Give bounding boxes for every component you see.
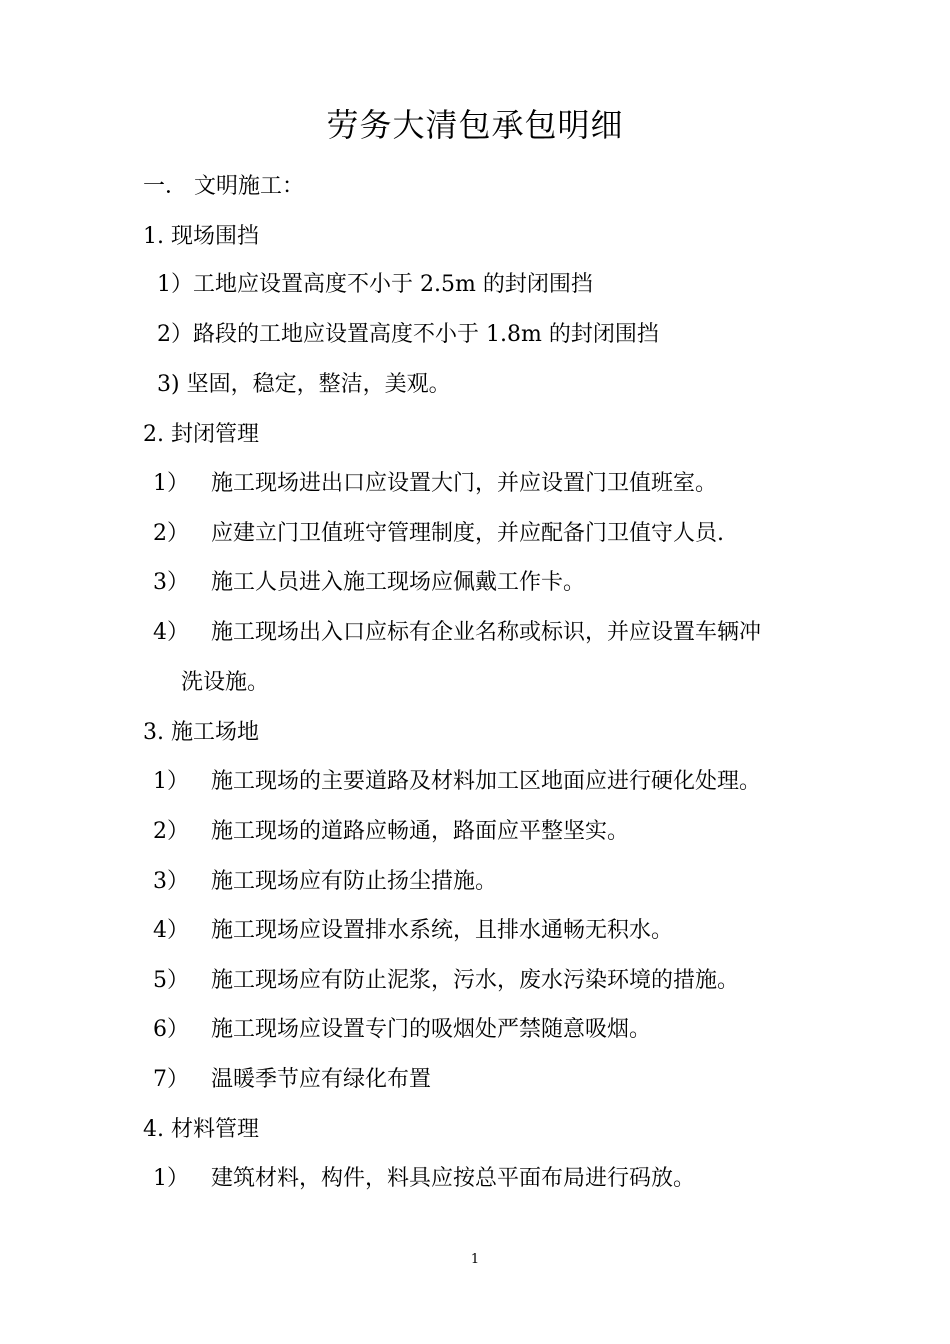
list-item-number: 1） (153, 1166, 189, 1191)
list-item-text: 应建立门卫值班守管理制度，并应配备门卫值守人员. (211, 521, 724, 546)
page-number: 1 (470, 1252, 480, 1267)
list-item-text: 施工现场出入口应标有企业名称或标识，并应设置车辆冲 (211, 620, 762, 645)
list-item: 3) 坚固，稳定，整洁，美观。 (157, 372, 451, 397)
section-heading: 一． 文明施工： (143, 174, 304, 199)
list-item-continuation: 洗设施。 (181, 670, 270, 695)
list-item-number: 4） (153, 918, 189, 943)
subsection-title: 1. 现场围挡 (143, 224, 259, 249)
list-item-text: 施工现场应有防止泥浆，污水，废水污染环境的措施。 (211, 968, 740, 993)
list-item-number: 5） (153, 968, 189, 993)
list-item-text: 施工现场应有防止扬尘措施。 (211, 869, 498, 894)
list-item-number: 6） (153, 1017, 189, 1042)
list-item-number: 4） (153, 620, 189, 645)
list-item-text: 施工人员进入施工现场应佩戴工作卡。 (211, 570, 586, 595)
subsection-title: 4. 材料管理 (143, 1117, 259, 1142)
list-item-text: 施工现场进出口应设置大门，并应设置门卫值班室。 (211, 471, 718, 496)
list-item-text: 建筑材料，构件，料具应按总平面布局进行码放。 (211, 1166, 696, 1191)
list-item-text: 施工现场应设置专门的吸烟处严禁随意吸烟。 (211, 1017, 652, 1042)
list-item: 2）路段的工地应设置高度不小于 1.8m 的封闭围挡 (157, 322, 659, 347)
list-item-text: 施工现场的主要道路及材料加工区地面应进行硬化处理。 (211, 769, 762, 794)
list-item-number: 2） (153, 521, 189, 546)
list-item-text: 施工现场的道路应畅通，路面应平整坚实。 (211, 819, 630, 844)
list-item-number: 3） (153, 869, 189, 894)
list-item-number: 7） (153, 1067, 189, 1092)
subsection-title: 2. 封闭管理 (143, 422, 259, 447)
list-item-number: 1） (153, 471, 189, 496)
list-item: 1）工地应设置高度不小于 2.5m 的封闭围挡 (157, 272, 593, 297)
list-item-number: 3） (153, 570, 189, 595)
list-item-number: 2） (153, 819, 189, 844)
document-title: 劳务大清包承包明细 (326, 106, 624, 144)
list-item-text: 温暖季节应有绿化布置 (211, 1067, 432, 1092)
list-item-number: 1） (153, 769, 189, 794)
subsection-title: 3. 施工场地 (143, 720, 259, 745)
list-item-text: 施工现场应设置排水系统，且排水通畅无积水。 (211, 918, 674, 943)
